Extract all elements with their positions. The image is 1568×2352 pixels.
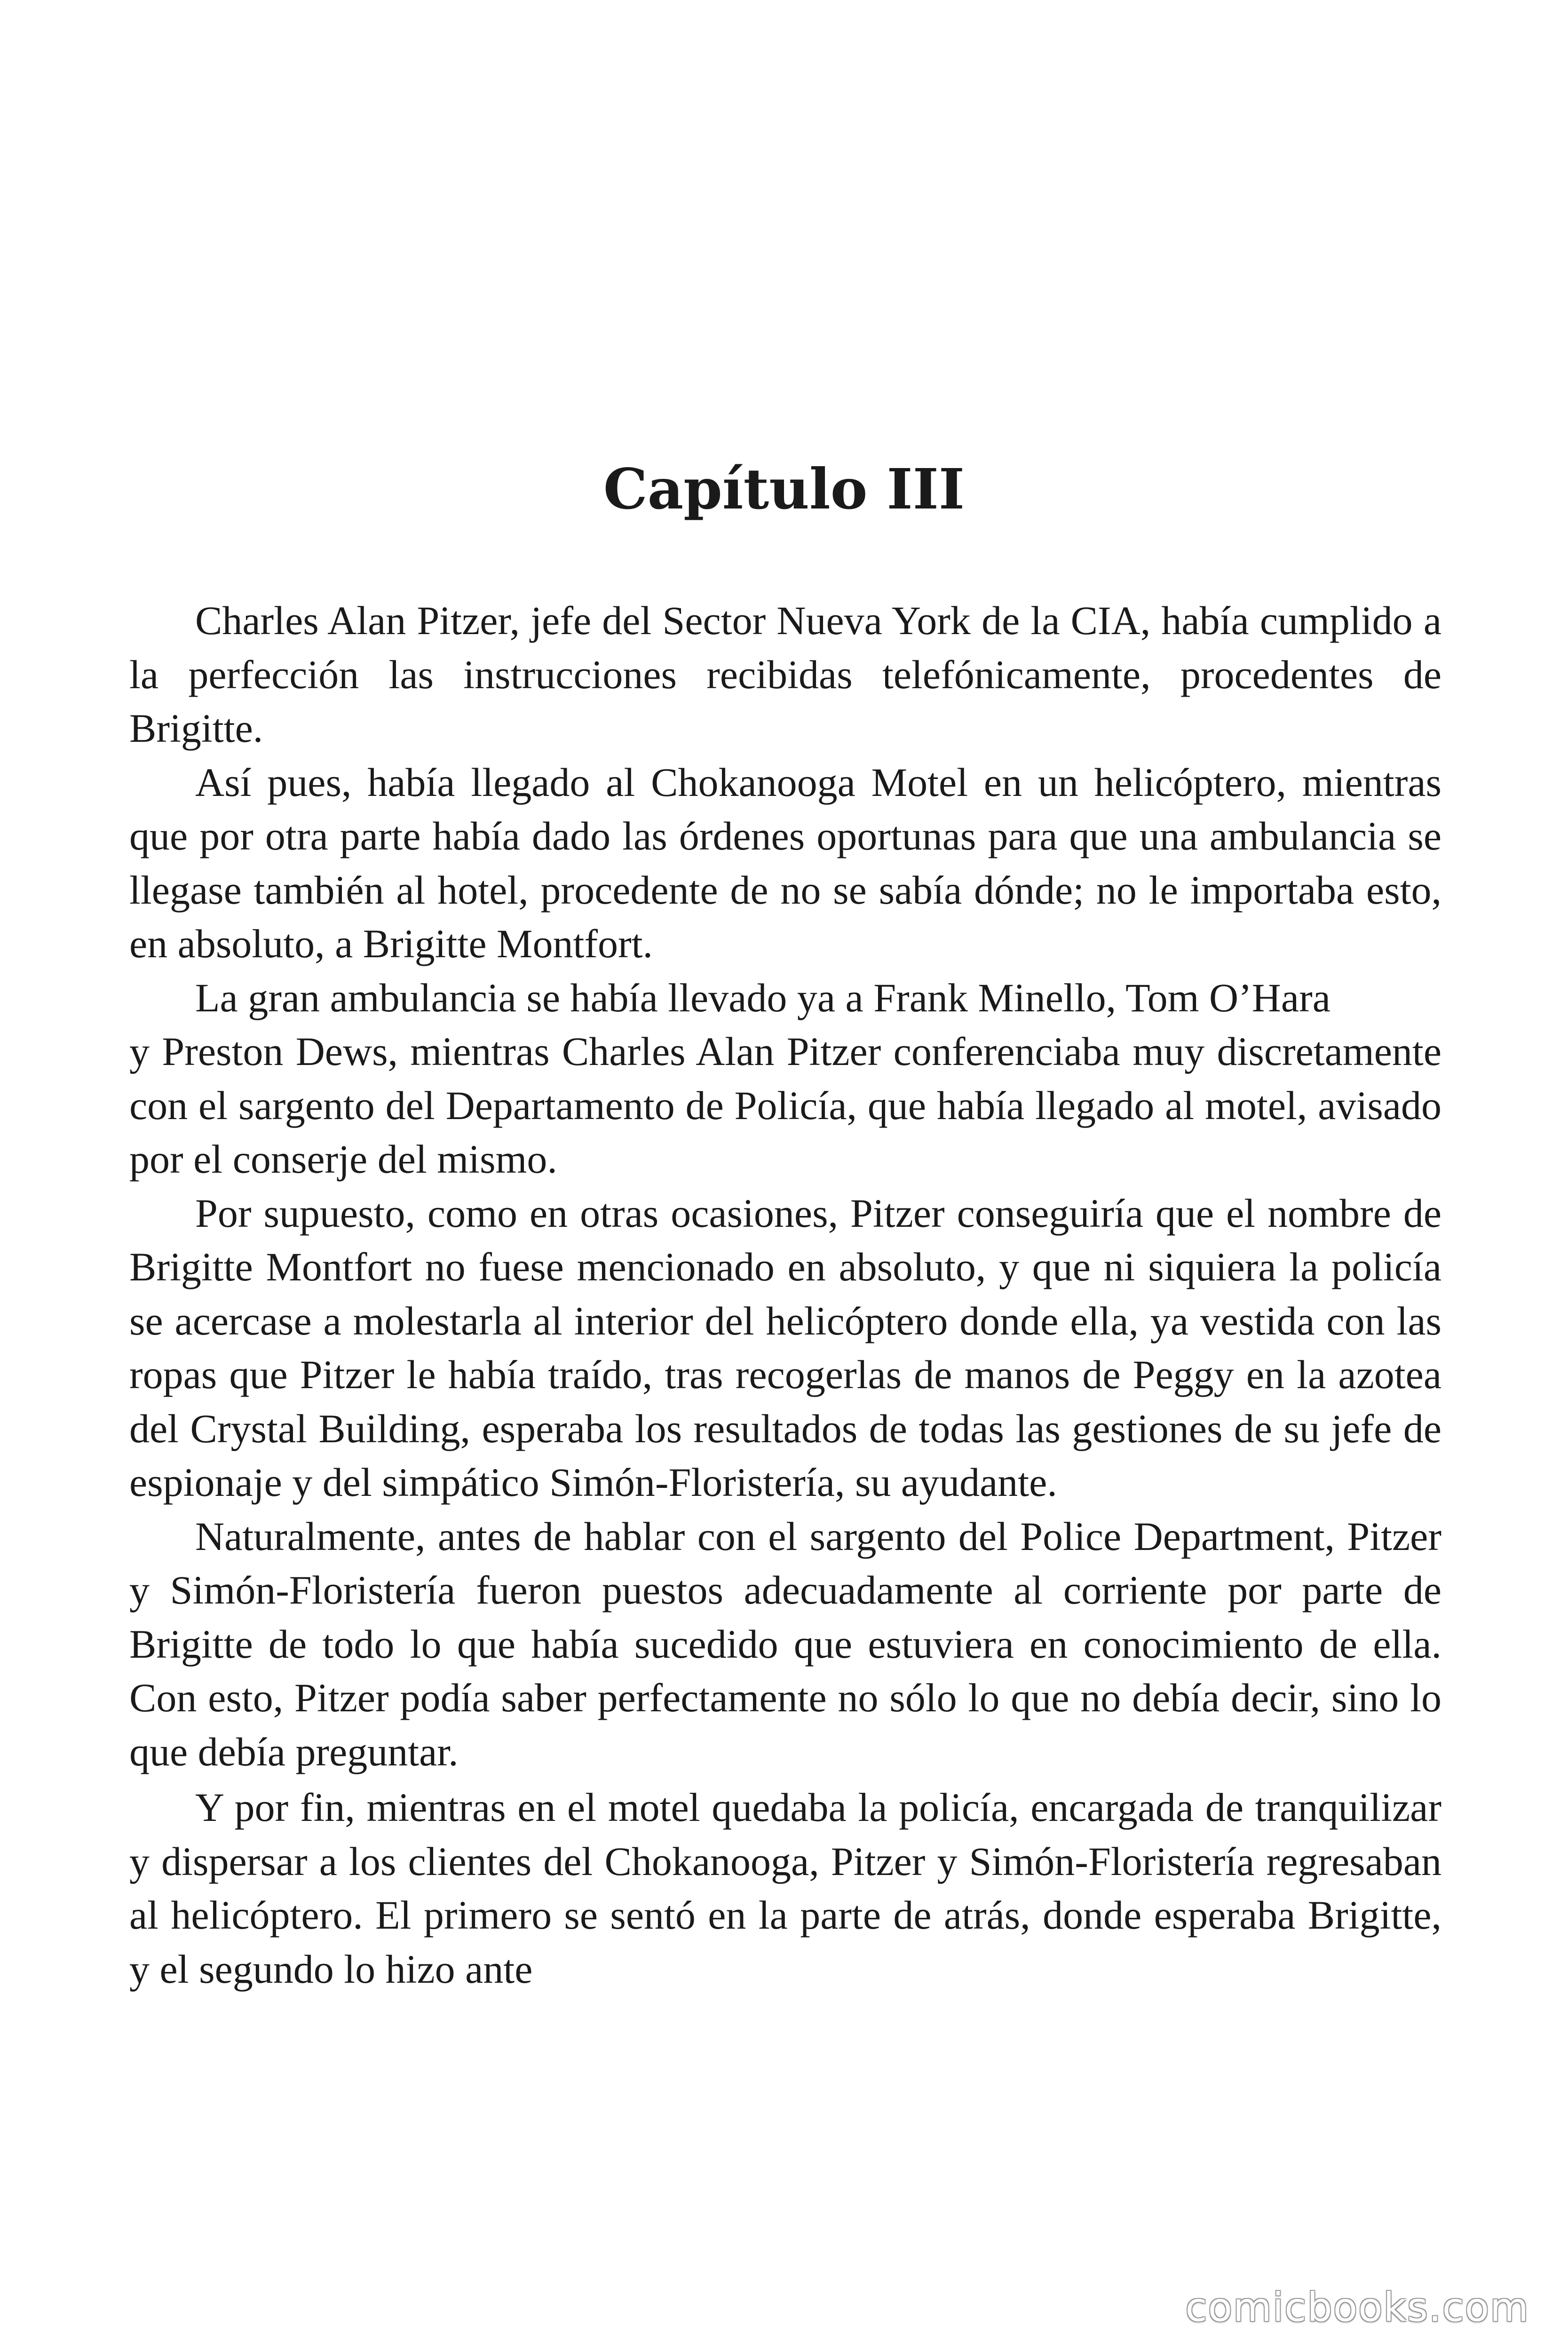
paragraph-6: Naturalmente, antes de hablar con el sargento del Police Department, Pitzer y Simón-Floristería fueron puestos adecuadamente al corriente por parte de Brigitte de todo lo que había sucedido que estuviera en conocimiento de ella. Con esto, Pitzer podía saber perfectamente no sólo lo que no debía decir, sino lo que debía preguntar. <box>129 1513 1441 1774</box>
paragraph-1: Charles Alan Pitzer, jefe del Sector Nueva York de la CIA, había cumplido a la perfección las instrucciones recibidas telefónicamente, procedentes de Brigitte. <box>129 598 1441 751</box>
chapter-title: Capítulo III <box>603 456 965 522</box>
site-watermark: comicbooks.com <box>1185 2284 1529 2330</box>
chapter-body <box>129 594 1441 1996</box>
paragraph-2: Así pues, había llegado al Chokanooga Motel en un helicóptero, mientras que por otra parte había dado las órdenes oportunas para que una ambulancia se llegase también al hotel, procedente de no se sabía dónde; no le importaba esto, en absoluto, a Brigitte Montfort. <box>129 759 1441 966</box>
paragraph-4: y Preston Dews, mientras Charles Alan Pitzer conferenciaba muy discretamente con el sargento del Departamento de Policía, que había llegado al motel, avisado por el conserje del mismo. <box>129 1029 1441 1182</box>
paragraph-3: La gran ambulancia se había llevado ya a Frank Minello, Tom O’Hara <box>195 975 1330 1020</box>
paragraph-5: Por supuesto, como en otras ocasiones, Pitzer conseguiría que el nombre de Brigitte Montfort no fuese mencionado en absoluto, y que ni siquiera la policía se acercase a molestarla al interior del helicóptero donde ella, ya vestida con las ropas que Pitzer le había traído, tras recogerlas de manos de Peggy en la azotea del Crystal Building, esperaba los resultados de todas las gestiones de su jefe de espionaje y del simpático Simón-Floristería, su ayudante. <box>129 1190 1441 1505</box>
paragraph-7: Y por fin, mientras en el motel quedaba la policía, encargada de tranquilizar y dispersar a los clientes del Chokanooga, Pitzer y Simón-Floristería regresaban al helicóptero. El primero se sentó en la parte de atrás, donde esperaba Brigitte, y el segundo lo hizo ante <box>129 1785 1441 1992</box>
